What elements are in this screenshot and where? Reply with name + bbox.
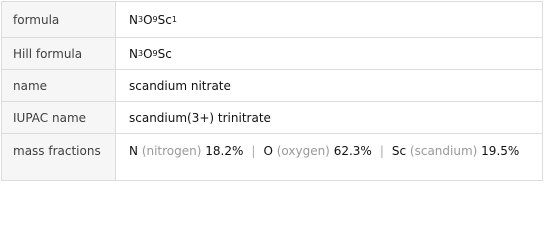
fraction-n-percent: 18.2% bbox=[205, 144, 244, 158]
label-mass-fractions: mass fractions bbox=[2, 134, 116, 180]
row-mass-fractions bbox=[2, 134, 542, 180]
properties-table bbox=[1, 1, 543, 181]
value-name: scandium nitrate bbox=[129, 78, 231, 93]
fraction-sc-symbol: Sc bbox=[391, 144, 407, 158]
mass-fractions-text bbox=[129, 142, 519, 161]
label-hill-formula: Hill formula bbox=[2, 38, 116, 69]
label-iupac-name: IUPAC name bbox=[2, 102, 116, 133]
fraction-n-symbol: N bbox=[129, 144, 138, 158]
separator: | bbox=[379, 144, 384, 158]
value-mass-fractions bbox=[116, 134, 542, 180]
fraction-sc bbox=[392, 144, 519, 158]
label-formula: formula bbox=[2, 2, 116, 37]
fraction-n-name: (nitrogen) bbox=[141, 144, 202, 158]
separator: | bbox=[251, 144, 256, 158]
value-hill-formula: N 3 O 9 Sc bbox=[129, 46, 172, 61]
fraction-o bbox=[263, 144, 371, 158]
formula-element-sc: Sc bbox=[157, 12, 172, 27]
value-iupac-name: scandium(3+) trinitrate bbox=[129, 110, 271, 125]
hill-element-o: O bbox=[143, 46, 153, 61]
formula-element-o: O bbox=[143, 12, 153, 27]
hill-element-sc: Sc bbox=[157, 46, 172, 61]
value-formula: N 3 O 9 Sc 1 bbox=[129, 12, 177, 27]
fraction-sc-name: (scandium) bbox=[409, 144, 478, 158]
hill-element-n: N bbox=[129, 46, 138, 61]
fraction-o-name: (oxygen) bbox=[276, 144, 330, 158]
label-name: name bbox=[2, 70, 116, 101]
row-name bbox=[2, 70, 542, 102]
row-iupac-name bbox=[2, 102, 542, 134]
fraction-n bbox=[129, 144, 243, 158]
formula-element-n: N bbox=[129, 12, 138, 27]
fraction-o-symbol: O bbox=[263, 144, 273, 158]
row-formula bbox=[2, 2, 542, 38]
fraction-sc-percent: 19.5% bbox=[481, 144, 520, 158]
fraction-o-percent: 62.3% bbox=[333, 144, 372, 158]
row-hill-formula bbox=[2, 38, 542, 70]
